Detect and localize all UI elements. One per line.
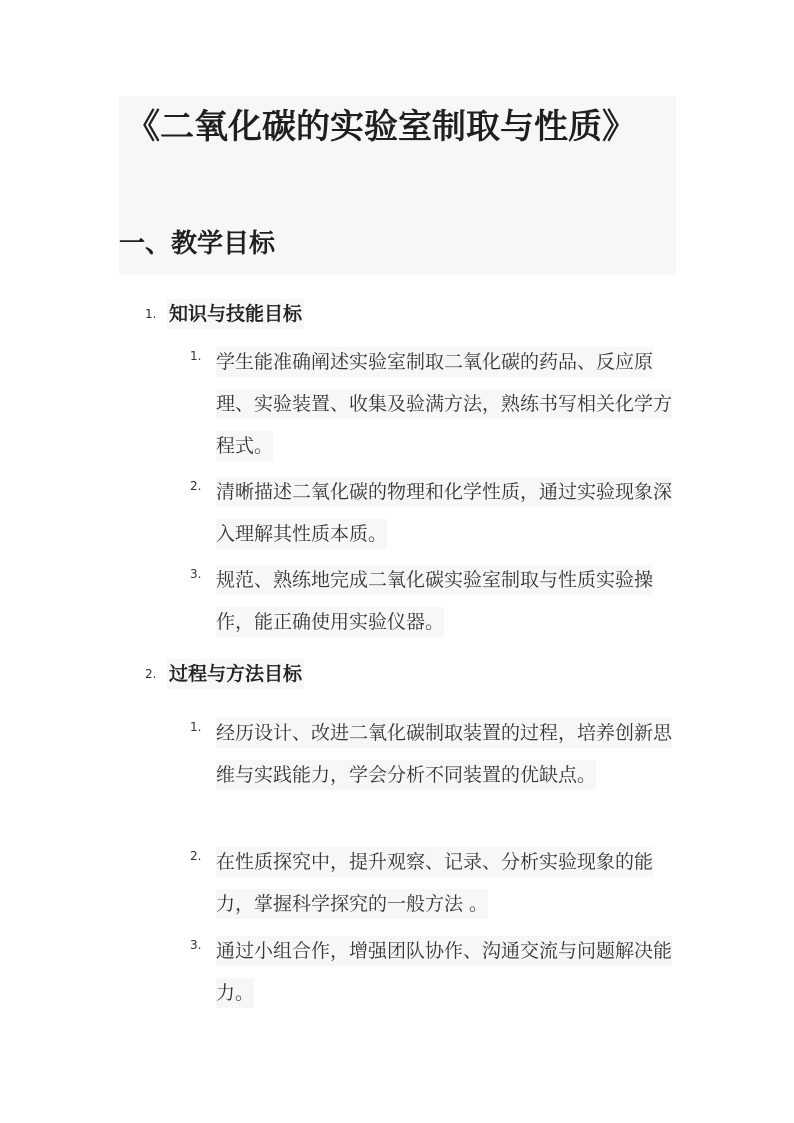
list-item <box>190 930 674 1014</box>
list-item-number: 1. <box>190 349 202 363</box>
subheading-label: 知识与技能目标 <box>167 299 304 329</box>
list-item-text: 规范、熟练地完成二氧化碳实验室制取与性质实验操作，能正确使用实验仪器。 <box>216 565 653 637</box>
list-item-number: 3. <box>190 567 202 581</box>
list-item-text: 通过小组合作，增强团队协作、沟通交流与问题解决能力。 <box>216 936 672 1008</box>
subheading-number: 1. <box>145 307 157 321</box>
list-item-text: 在性质探究中，提升观察、记录、分析实验现象的能力，掌握科学探究的一般方法 。 <box>216 847 653 919</box>
subheading-label: 过程与方法目标 <box>167 659 304 689</box>
subheading-number: 2. <box>145 667 157 681</box>
list-item-text: 经历设计、改进二氧化碳制取装置的过程，培养创新思维与实践能力，学会分析不同装置的优缺点。 <box>216 718 672 790</box>
subheading-process-methods <box>145 659 304 689</box>
list-item <box>190 841 674 925</box>
subheading-knowledge-skills <box>145 299 304 329</box>
list-item-text: 清晰描述二氧化碳的物理和化学性质，通过实验现象深入理解其性质本质。 <box>216 477 672 549</box>
list-item-text: 学生能准确阐述实验室制取二氧化碳的药品、反应原理、实验装置、收集及验满方法，熟练书写相关化学方程式。 <box>216 347 672 461</box>
list-item <box>190 341 674 467</box>
list-item <box>190 471 674 555</box>
list-item-number: 1. <box>190 720 202 734</box>
list-item <box>190 559 674 643</box>
document-title: 《二氧化碳的实验室制取与性质》 <box>126 107 636 147</box>
section-heading-teaching-goals: 一、教学目标 <box>119 229 276 259</box>
list-item-number: 3. <box>190 938 202 952</box>
list-item-number: 2. <box>190 849 202 863</box>
list-item <box>190 712 674 796</box>
list-item-number: 2. <box>190 479 202 493</box>
